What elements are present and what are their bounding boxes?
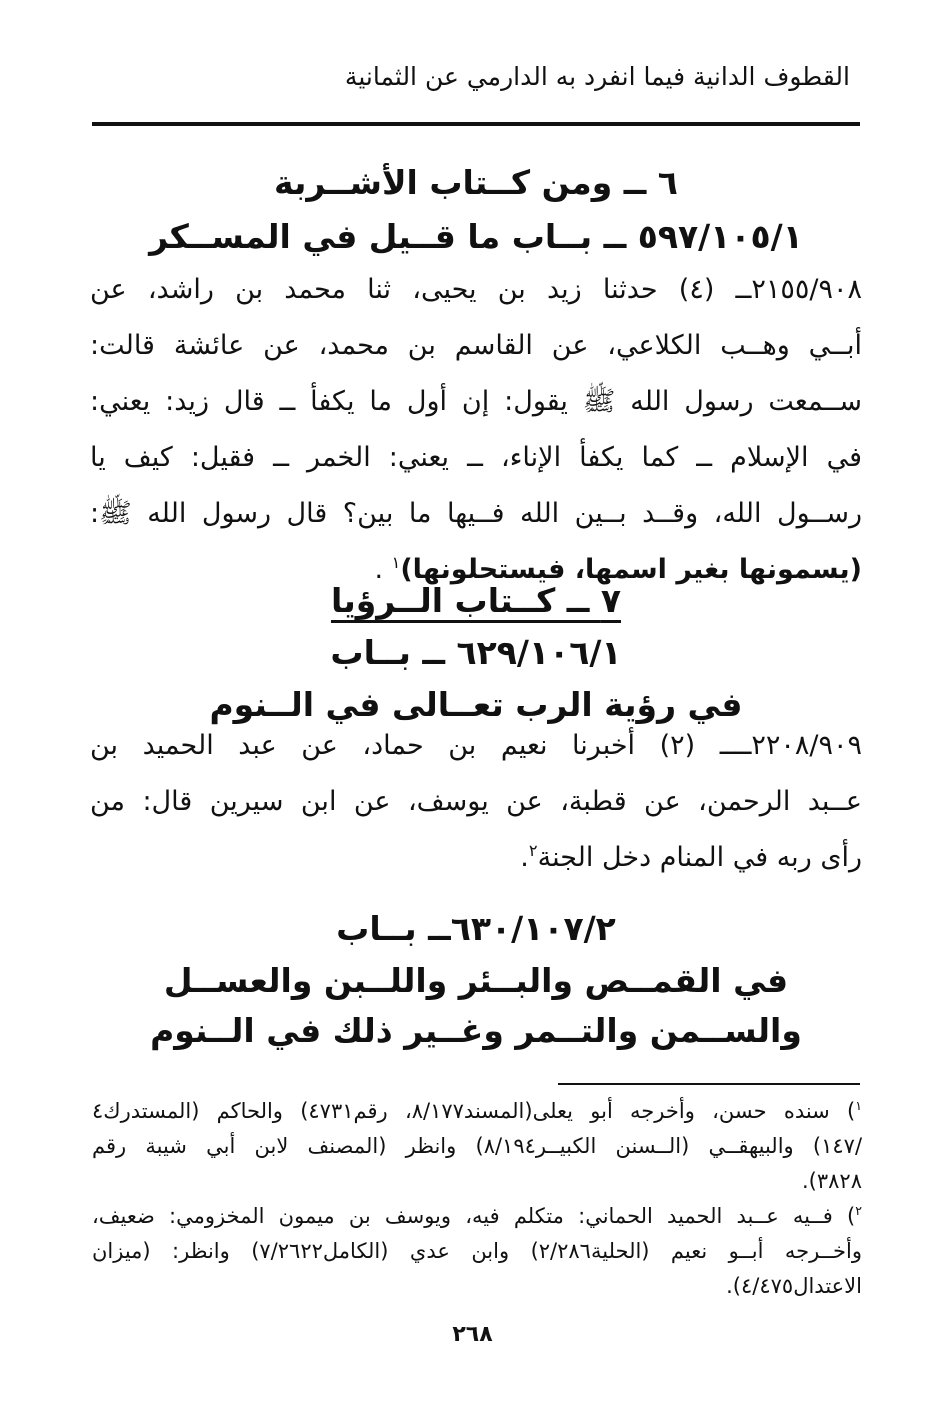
chapter-heading-drinks: ٦ ــ ومن كــتاب الأشــربة [274, 163, 678, 202]
footnote-2-line: $^٢$) فــيه عــبد الحميد الحماني: متكلم فيه، ويوسف بن ميمون المخزومي: ضعيف، [92, 1203, 862, 1228]
footnote-2-last: الاعتدال٤/٤٧٥). [726, 1274, 862, 1298]
footnote-1-line: /١٤٧) والبيهقــي (الــسنن الكبيــر٨/١٩٤) وانظر (المصنف لابن أبي شيبة رقم [92, 1134, 862, 1158]
hadith-end: . [520, 842, 529, 873]
footnote-2-line: وأخــرجه أبــو نعيم (الحلية٢/٢٨٦) وابن عدي (الكامل٧/٢٦٢٢) وانظر: (ميزان [92, 1239, 862, 1263]
chapter-heading-dreams [90, 574, 862, 628]
chapter-heading-text: ٧ ــ كــتاب الــرؤيا [330, 581, 622, 620]
hadith-end: . [374, 554, 384, 585]
hadith-line: في الإسلام ــ كما يكفأ الإناء، ــ يعني: الخمر ــ فقيل: كيف يا [90, 442, 862, 473]
footnote-1-mark: ١ [855, 1098, 862, 1113]
footnote-2-mark: ٢ [855, 1203, 862, 1218]
footnote-1-text: سنده حسن، وأخرجه أبو يعلى(المسند٨/١٧٧، رقم٤٧٣١) والحاكم (المستدرك٤ [92, 1099, 830, 1123]
footnote-1-last: ٣٨٢٨). [802, 1169, 862, 1193]
hadith-line: عــبد الرحمن، عن قطبة، عن يوسف، عن ابن سيرين قال: من [90, 786, 862, 817]
hadith-2155 [90, 262, 862, 598]
footnote-marker: ١ [391, 553, 401, 572]
hadith-last-text: رأى ربه في المنام دخل الجنة [537, 842, 862, 873]
footnote-1-line: $^١$) سنده حسن، وأخرجه أبو يعلى(المسند٨/١٧٧، رقم٤٧٣١) والحاكم (المستدرك٤ [92, 1098, 862, 1123]
footnote-rule [558, 1083, 860, 1085]
bab-heading-intoxicant: ٥٩٧/١٠٥/١ ــ بــاب ما قــيل في المســكر [149, 217, 803, 256]
footnotes [92, 1094, 862, 1304]
hadith-line: رســول الله، وقــد بــين الله فــيها ما بين؟ قال رسول الله ﷺ: [90, 498, 862, 529]
hadith-line: ســمعت رسول الله ﷺ يقول: إن أول ما يكفأ ــ قال زيد: يعني: [90, 386, 862, 417]
bab-title-seeing-lord: في رؤية الرب تعــالى في الــنوم [209, 685, 743, 724]
hadith-last-line [90, 830, 862, 886]
hadith-2208 [90, 718, 862, 886]
hadith-line: ٢٢٠٨/٩٠٩ــــ (٢) أخبرنا نعيم بن حماد، عن عبد الحميد بن [90, 730, 862, 761]
page-number: ٢٦٨ [452, 1322, 493, 1347]
bab-number-630: ٦٣٠/١٠٧/٢ــ بــاب [336, 909, 616, 948]
header-rule [92, 122, 860, 126]
prophetic-saying: (يسمونها بغير اسمها، فيستحلونها) [400, 554, 862, 585]
bab-title-line1: في القمــص والبــئر واللــبن والعســل [163, 961, 789, 1000]
bab-number-629: ٦٢٩/١٠٦/١ ــ بــاب [330, 633, 622, 672]
bab-title-line2: والســمن والتــمر وغــير ذلك في الــنوم [150, 1011, 802, 1050]
hadith-line: ٢١٥٥/٩٠٨ــ (٤) حدثنا زيد بن يحيى، ثنا محمد بن راشد، عن [90, 274, 862, 305]
footnote-2-text: فــيه عــبد الحميد الحماني: متكلم فيه، ويوسف بن ميمون المخزومي: ضعيف، [92, 1204, 833, 1228]
footnote-marker: ٢ [528, 841, 538, 860]
running-head: القطوف الدانية فيما انفرد به الدارمي عن الثمانية [344, 62, 850, 91]
hadith-line: أبــي وهــب الكلاعي، عن القاسم بن محمد، عن عائشة قالت: [90, 330, 862, 361]
